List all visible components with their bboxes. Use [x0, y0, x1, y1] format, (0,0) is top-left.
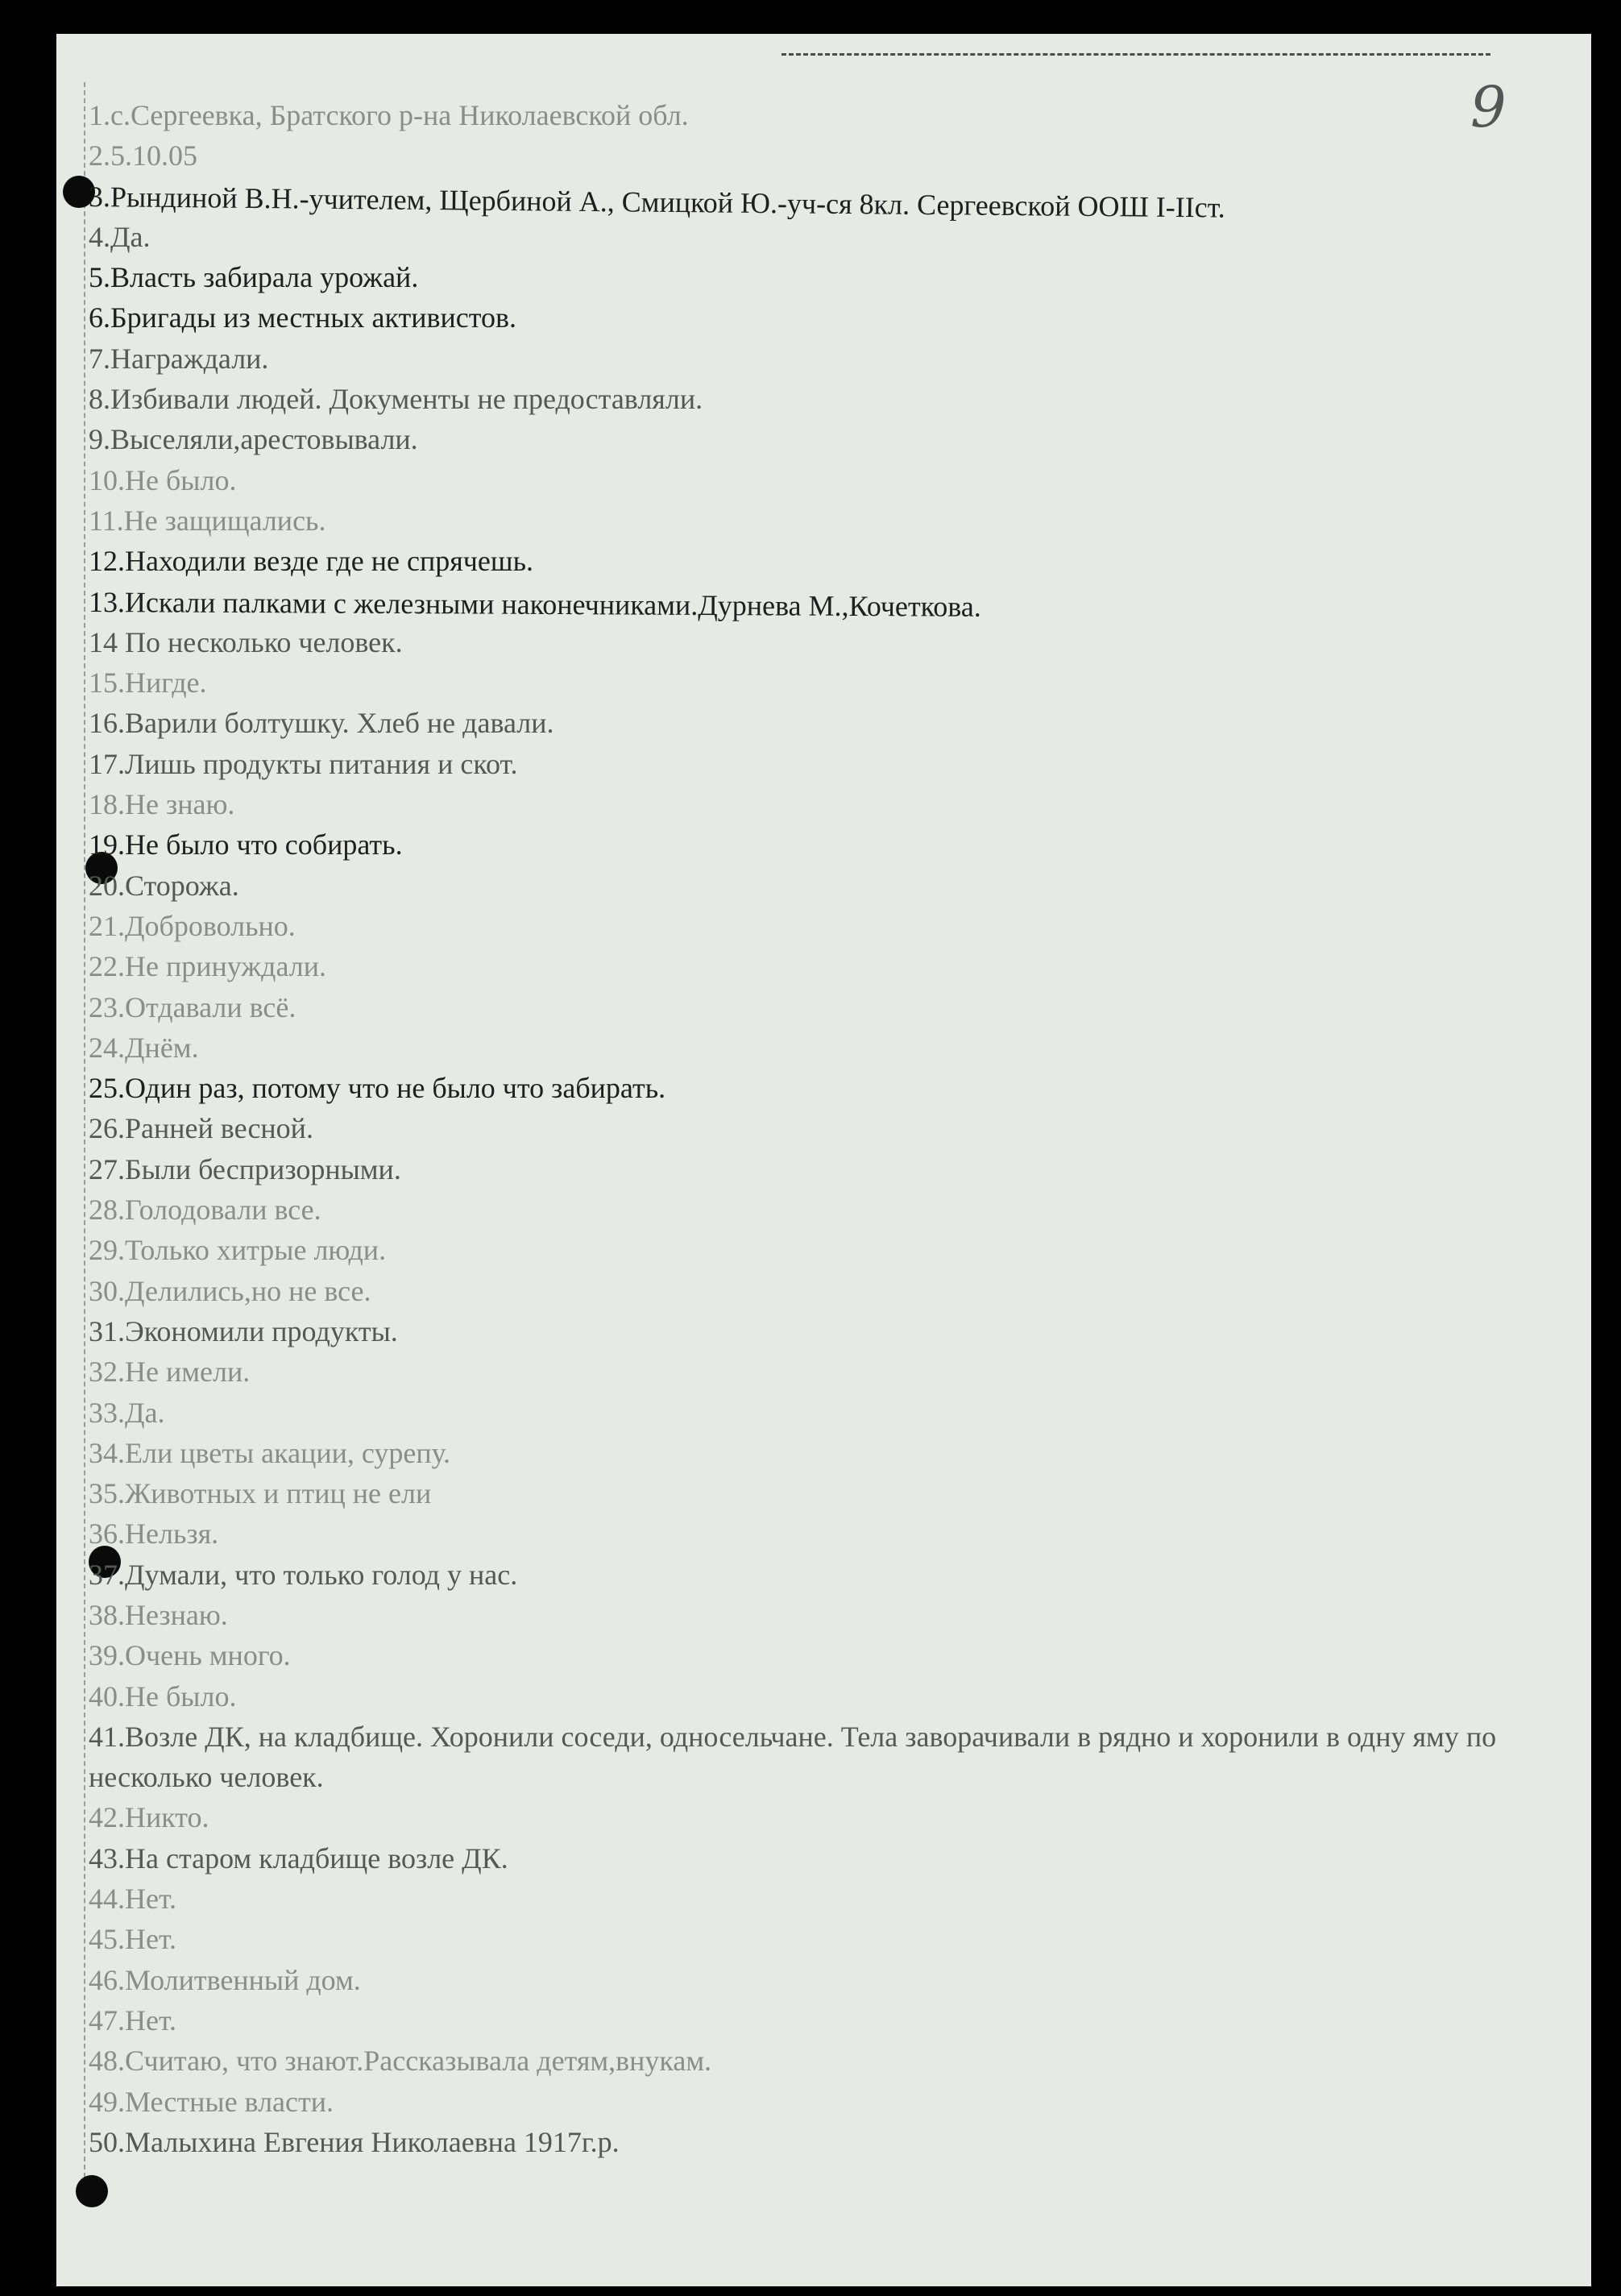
answer-line: 25.Один раз, потому что не было что забирать. — [89, 1072, 666, 1105]
answer-line: 20.Сторожа. — [89, 869, 239, 902]
answer-line: 5.Власть забирала урожай. — [89, 261, 419, 294]
answer-line: 2.5.10.05 — [89, 139, 197, 172]
answer-line: 30.Делились,но не все. — [89, 1274, 371, 1307]
answer-line: 18.Не знаю. — [89, 788, 235, 821]
answer-line: 11.Не защищались. — [89, 504, 326, 537]
answer-line: 47.Нет. — [89, 2003, 177, 2037]
answer-line: 15.Нигде. — [89, 666, 207, 700]
answer-line: 8.Избивали людей. Документы не предоставляли. — [89, 383, 703, 416]
answer-line: 9.Выселяли,арестовывали. — [89, 423, 418, 456]
answer-line: 27.Были беспризорными. — [89, 1152, 401, 1185]
answer-line: 13.Искали палками с железными наконечниками.Дурнева М.,Кочеткова. — [88, 585, 981, 623]
answer-line: 37.Думали, что только голод у нас. — [89, 1558, 518, 1591]
answer-line: 39.Очень много. — [89, 1639, 291, 1672]
left-margin-edge — [84, 82, 85, 2178]
answer-line: 34.Ели цветы акации, сурепу. — [89, 1436, 451, 1469]
answer-line: 41.Возле ДК, на кладбище. Хоронили соседи, односельчане. Тела заворачивали в рядно и хоронили в одну яму по несколько человек. — [89, 1720, 1497, 1794]
answer-line: 35.Животных и птиц не ели — [89, 1477, 432, 1510]
answer-line: 7.Награждали. — [89, 342, 269, 375]
page-number: 9 — [1470, 74, 1507, 140]
answer-line: 22.Не принуждали. — [89, 950, 327, 983]
punch-hole — [76, 2175, 108, 2207]
answer-line: 17.Лишь продукты питания и скот. — [89, 747, 518, 780]
answer-line: 4.Да. — [89, 220, 151, 253]
answer-line: 6.Бригады из местных активистов. — [89, 301, 516, 334]
top-dashed-rule — [781, 53, 1490, 56]
answer-line: 12.Находили везде где не спрячешь. — [89, 545, 533, 578]
answer-line: 31.Экономили продукты. — [89, 1314, 398, 1347]
answer-line: 38.Незнаю. — [89, 1598, 228, 1631]
answer-line: 28.Голодовали все. — [89, 1194, 321, 1227]
answer-line: 43.На старом кладбище возле ДК. — [89, 1841, 508, 1875]
answer-line: 29.Только хитрые люди. — [89, 1234, 387, 1267]
answer-line: 19.Не было что собирать. — [89, 828, 403, 862]
answer-line: 50.Малыхина Евгения Николаевна 1917г.р. — [89, 2125, 620, 2158]
answer-line: 16.Варили болтушку. Хлеб не давали. — [89, 707, 554, 740]
answer-line: 1.с.Сергеевка, Братского р-на Николаевской обл. — [89, 99, 689, 131]
answer-line: 49.Местные власти. — [89, 2085, 334, 2118]
answer-line: 14 По несколько человек. — [89, 625, 403, 658]
answer-line: 48.Считаю, что знают.Рассказывала детям,внукам. — [89, 2045, 712, 2078]
answer-line: 40.Не было. — [89, 1679, 237, 1713]
answer-line: 24.Днём. — [89, 1031, 199, 1064]
answer-list — [89, 95, 1531, 2162]
answer-line: 36.Нельзя. — [89, 1518, 219, 1551]
answer-line: 33.Да. — [89, 1396, 165, 1429]
answer-line: 26.Ранней весной. — [89, 1112, 313, 1145]
answer-line: 3.Рындиной В.Н.-учителем, Щербиной А., Смицкой Ю.-уч-ся 8кл. Сергеевской ООШ І-ІІст. — [88, 180, 1225, 224]
answer-line: 10.Не было. — [89, 463, 237, 496]
answer-line: 21.Добровольно. — [89, 909, 296, 942]
answer-line: 46.Молитвенный дом. — [89, 1963, 361, 1996]
answer-line: 32.Не имели. — [89, 1356, 251, 1389]
answer-line: 44.Нет. — [89, 1883, 177, 1916]
answer-line: 42.Никто. — [89, 1801, 209, 1834]
document-page — [56, 34, 1591, 2286]
answer-line: 45.Нет. — [89, 1923, 177, 1956]
answer-line: 23.Отдавали всё. — [89, 990, 296, 1023]
